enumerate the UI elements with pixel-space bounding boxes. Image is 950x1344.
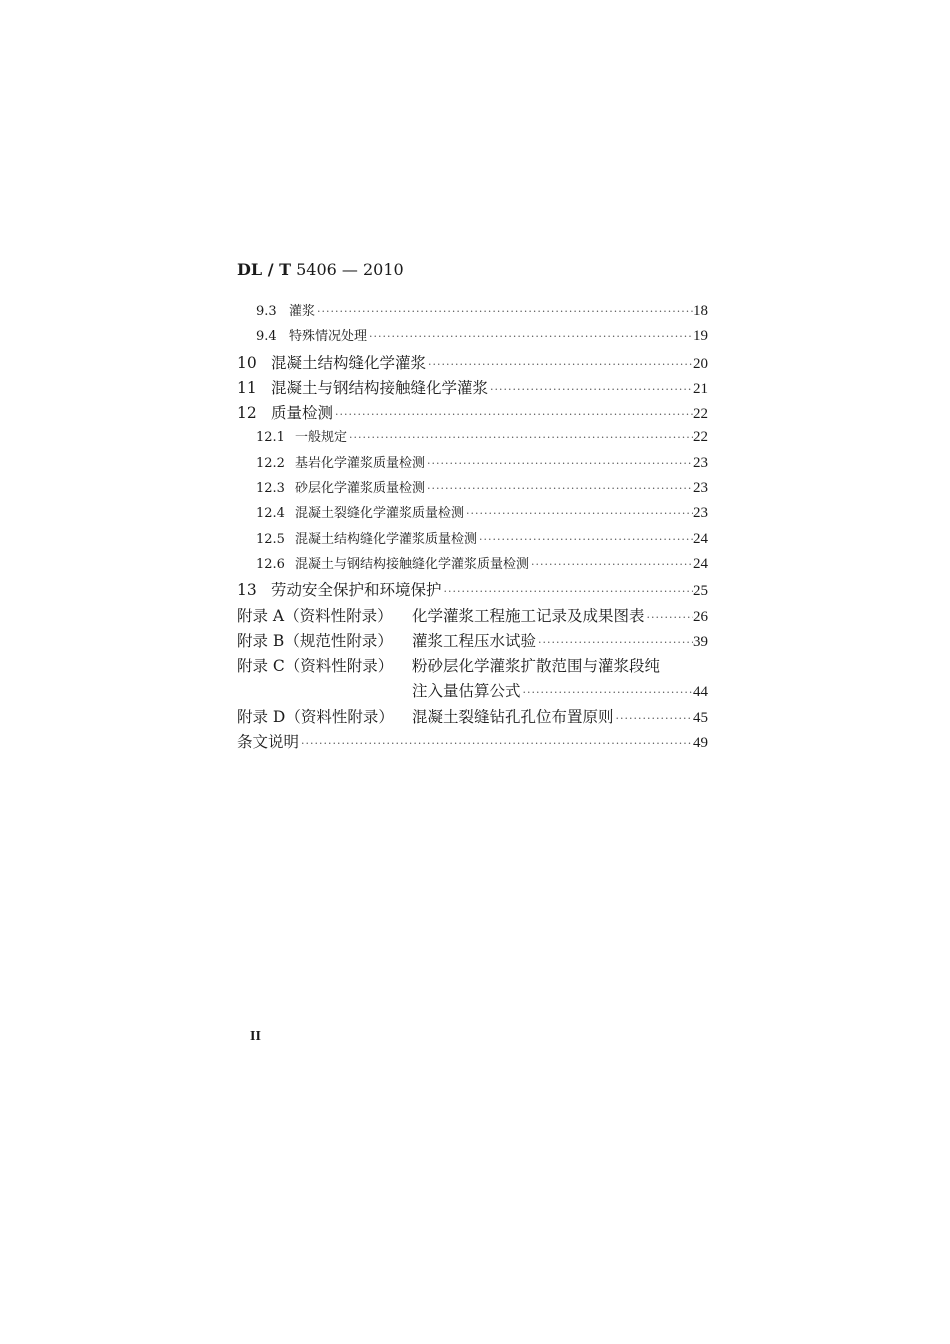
appendix-tag: 附录 A（资料性附录） — [237, 606, 393, 625]
toc-page: 24 — [693, 555, 708, 572]
toc-number: 10 — [237, 353, 257, 372]
toc-leader — [315, 305, 693, 318]
appendix-tag: 附录 B（规范性附录） — [237, 631, 393, 650]
toc-page: 20 — [693, 355, 708, 372]
toc-entry-12-4[interactable] — [237, 502, 708, 527]
toc-page: 23 — [693, 505, 708, 522]
toc-entry-appendix-a[interactable] — [237, 604, 708, 629]
toc-leader — [488, 383, 693, 396]
toc-entry-12[interactable] — [237, 401, 708, 426]
toc-entry-12-1[interactable] — [237, 426, 708, 451]
toc-number: 12.1 — [256, 430, 285, 446]
toc-number: 12.4 — [256, 506, 285, 522]
toc-title: 混凝土与钢结构接触缝化学灌浆 — [271, 378, 489, 397]
toc-leader — [333, 408, 693, 421]
toc-title: 灌浆 — [289, 304, 316, 319]
appendix-tag: 附录 C（资料性附录） — [237, 657, 394, 676]
toc-title: 混凝土结构缝化学灌浆质量检测 — [295, 531, 478, 547]
toc-leader — [645, 611, 693, 624]
toc-title: 一般规定 — [295, 430, 348, 446]
toc-title: 灌浆工程压水试验 — [412, 631, 537, 650]
toc-entry-appendix-d[interactable] — [237, 705, 708, 730]
toc-page: 44 — [693, 684, 708, 701]
toc-page: 25 — [693, 583, 708, 600]
appendix-tag: 附录 D（资料性附录） — [237, 707, 394, 726]
toc-leader — [442, 585, 693, 598]
toc-entry-13[interactable] — [237, 578, 708, 603]
table-of-contents — [237, 300, 708, 755]
toc-leader — [425, 482, 693, 495]
toc-entry-12-6[interactable] — [237, 553, 708, 578]
toc-page: 23 — [693, 454, 708, 471]
toc-entry-10[interactable] — [237, 351, 708, 376]
toc-leader — [299, 737, 693, 750]
toc-number: 9.4 — [256, 329, 277, 345]
toc-title: 混凝土裂缝钻孔孔位布置原则 — [412, 707, 614, 726]
toc-page: 22 — [693, 406, 708, 423]
toc-number: 12 — [237, 404, 257, 423]
toc-title: 劳动安全保护和环境保护 — [271, 581, 442, 600]
toc-leader — [536, 636, 693, 649]
toc-title: 特殊情况处理 — [289, 329, 368, 345]
toc-entry-explanation[interactable] — [237, 730, 708, 755]
toc-page: 39 — [693, 633, 708, 650]
toc-leader — [347, 431, 693, 444]
toc-entry-appendix-b[interactable] — [237, 629, 708, 654]
toc-page: 24 — [693, 530, 708, 547]
toc-number: 9.3 — [256, 304, 277, 319]
toc-leader — [367, 330, 693, 343]
toc-entry-12-3[interactable] — [237, 477, 708, 502]
toc-title: 条文说明 — [237, 733, 300, 752]
toc-page: 22 — [693, 429, 708, 446]
toc-title: 化学灌浆工程施工记录及成果图表 — [412, 606, 645, 625]
toc-leader — [425, 457, 693, 470]
toc-number: 11 — [237, 378, 257, 397]
toc-title: 粉砂层化学灌浆扩散范围与灌浆段纯 — [412, 657, 661, 676]
toc-title: 质量检测 — [271, 404, 334, 423]
toc-leader — [426, 358, 693, 371]
toc-entry-12-5[interactable] — [237, 528, 708, 553]
toc-leader — [614, 712, 693, 725]
document-code-number: 5406 — 2010 — [296, 260, 404, 279]
toc-entry-appendix-c-continued[interactable] — [237, 679, 708, 704]
toc-leader — [529, 558, 693, 571]
toc-leader — [521, 686, 693, 699]
toc-page: 18 — [693, 303, 708, 319]
toc-title: 基岩化学灌浆质量检测 — [295, 455, 426, 471]
toc-title: 混凝土结构缝化学灌浆 — [271, 353, 427, 372]
document-code — [237, 259, 404, 281]
toc-page: 21 — [693, 380, 708, 397]
toc-entry-9-3[interactable] — [237, 300, 708, 325]
toc-number: 12.2 — [256, 455, 285, 471]
toc-number: 12.5 — [256, 531, 285, 547]
toc-page: 19 — [693, 328, 708, 345]
toc-page: 23 — [693, 480, 708, 497]
toc-title: 注入量估算公式 — [412, 682, 521, 701]
toc-leader — [477, 533, 693, 546]
toc-title: 混凝土与钢结构接触缝化学灌浆质量检测 — [295, 556, 530, 572]
toc-leader — [464, 507, 693, 520]
document-code-prefix: DL / T — [237, 260, 292, 279]
toc-entry-appendix-c[interactable] — [237, 654, 708, 679]
toc-entry-11[interactable] — [237, 376, 708, 401]
page-number: II — [250, 1029, 261, 1044]
toc-number: 12.6 — [256, 556, 285, 572]
toc-title: 砂层化学灌浆质量检测 — [295, 481, 426, 497]
toc-title: 混凝土裂缝化学灌浆质量检测 — [295, 506, 465, 522]
toc-page: 49 — [693, 735, 708, 752]
toc-page: 45 — [693, 709, 708, 726]
toc-page: 26 — [693, 608, 708, 625]
toc-entry-12-2[interactable] — [237, 452, 708, 477]
toc-number: 13 — [237, 581, 257, 600]
toc-entry-9-4[interactable] — [237, 325, 708, 350]
toc-number: 12.3 — [256, 481, 285, 497]
